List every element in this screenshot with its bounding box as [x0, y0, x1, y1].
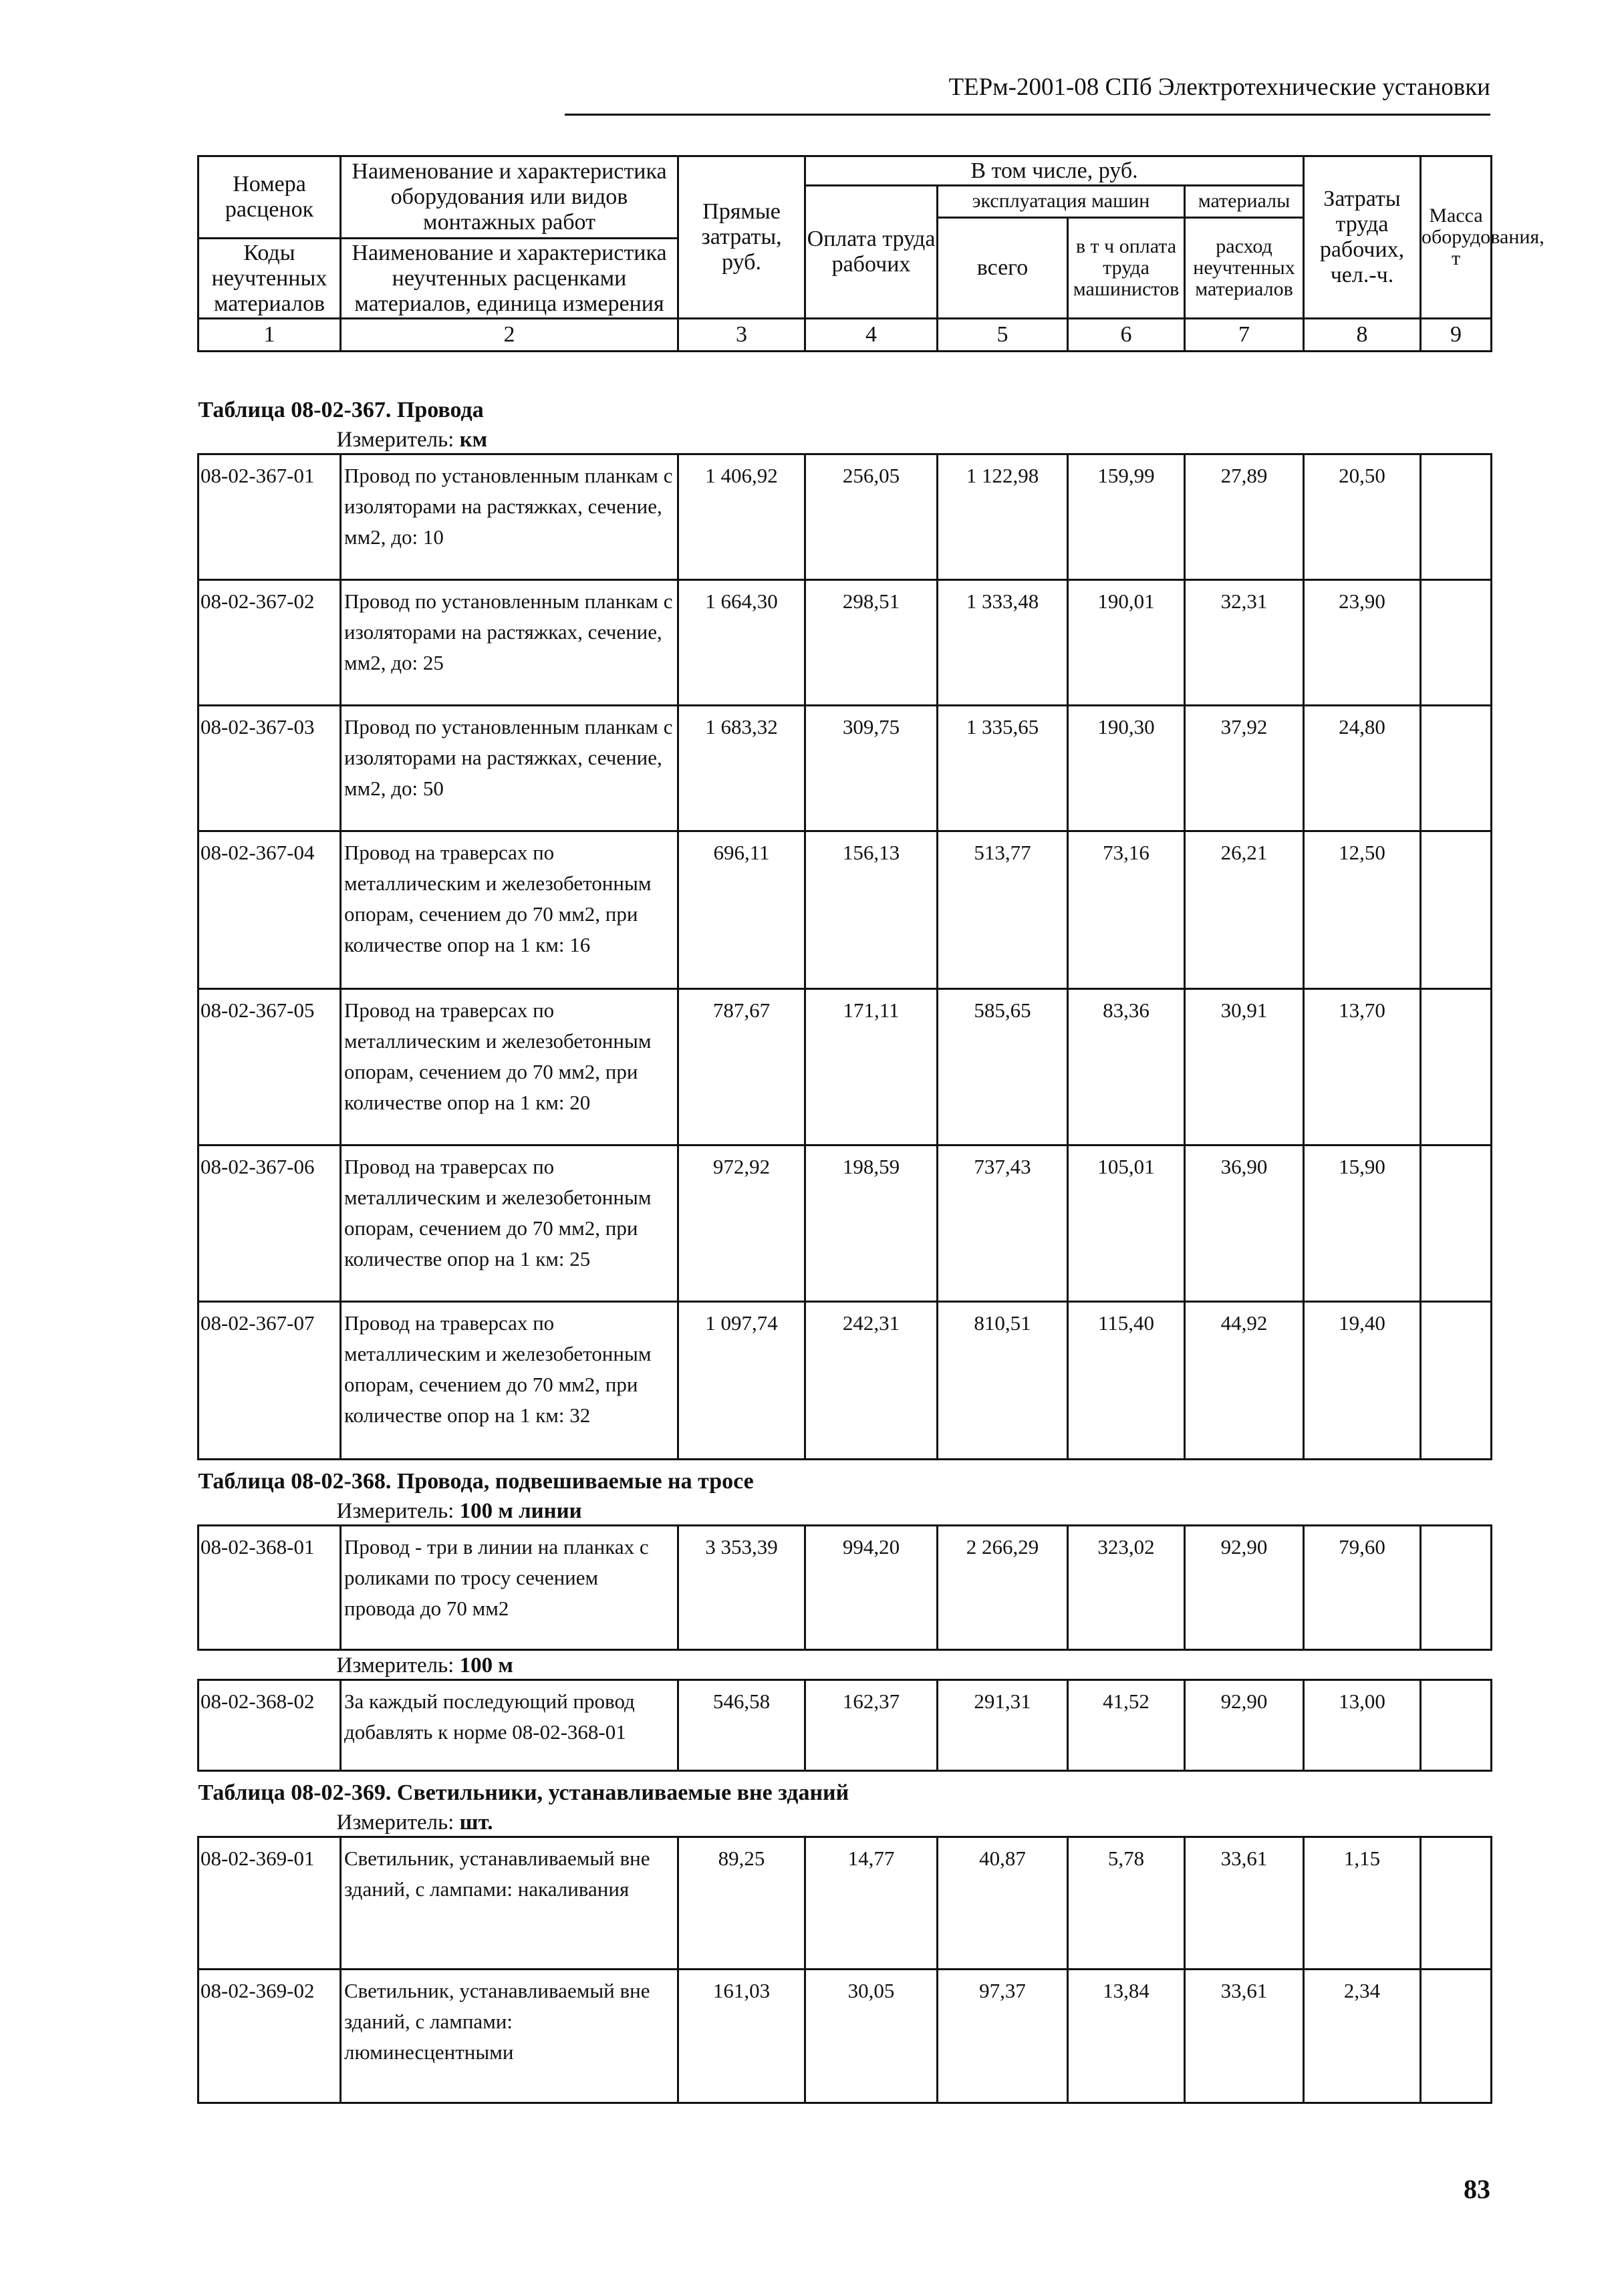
cell-direct-costs: 696,11 [678, 831, 805, 989]
rate-code: 08-02-367-01 [198, 454, 341, 580]
header-codes: Номера расценок [198, 156, 341, 239]
cell-direct-costs: 1 683,32 [678, 706, 805, 831]
rate-code: 08-02-368-01 [198, 1526, 341, 1650]
cell-labor-pay: 198,59 [805, 1146, 938, 1302]
unit-of-measure [198, 1496, 1492, 1526]
work-description: Светильник, устанавливаемый вне зданий, с лампами: люминесцентными [341, 1970, 678, 2103]
header-mass: Масса оборудования, т [1421, 156, 1492, 319]
cell-direct-costs: 161,03 [678, 1970, 805, 2103]
rate-code: 08-02-369-01 [198, 1837, 341, 1970]
cell-labor-hours: 13,70 [1304, 989, 1421, 1146]
cell-machinist-pay: 115,40 [1068, 1302, 1185, 1460]
cell-machinist-pay: 190,01 [1068, 580, 1185, 706]
table-title [198, 389, 1492, 425]
unit-value: шт. [459, 1810, 493, 1835]
cell-mass [1421, 1146, 1492, 1302]
table-row [198, 706, 1492, 831]
cell-materials: 30,91 [1185, 989, 1304, 1146]
unit-of-measure [198, 425, 1492, 454]
cell-labor-hours: 19,40 [1304, 1302, 1421, 1460]
table-row [198, 1302, 1492, 1460]
table-title-text: Таблица 08-02-369. Светильники, устанавливаемые вне зданий [198, 1780, 849, 1805]
cell-mass [1421, 1302, 1492, 1460]
cell-machines-total: 2 266,29 [938, 1526, 1068, 1650]
cell-mass [1421, 1837, 1492, 1970]
cell-machines-total: 40,87 [938, 1837, 1068, 1970]
cell-machines-total: 513,77 [938, 831, 1068, 989]
rate-code: 08-02-367-02 [198, 580, 341, 706]
cell-materials: 37,92 [1185, 706, 1304, 831]
work-description: Провод на траверсах по металлическим и железобетонным опорам, сечением до 70 мм2, при количестве опор на 1 км: 32 [341, 1302, 678, 1460]
rate-code: 08-02-369-02 [198, 1970, 341, 2103]
cell-machinist-pay: 159,99 [1068, 454, 1185, 580]
cell-labor-hours: 24,80 [1304, 706, 1421, 831]
work-description: Провод на траверсах по металлическим и железобетонным опорам, сечением до 70 мм2, при количестве опор на 1 км: 16 [341, 831, 678, 989]
work-description: Провод по установленным планкам с изоляторами на растяжках, сечение, мм2, до: 10 [341, 454, 678, 580]
cell-materials: 33,61 [1185, 1837, 1304, 1970]
cell-mass [1421, 706, 1492, 831]
cell-labor-hours: 79,60 [1304, 1526, 1421, 1650]
cell-labor-pay: 309,75 [805, 706, 938, 831]
cell-labor-hours: 1,15 [1304, 1837, 1421, 1970]
unit-label: Измеритель: [336, 1653, 454, 1677]
work-description: Провод на траверсах по металлическим и железобетонным опорам, сечением до 70 мм2, при количестве опор на 1 км: 20 [341, 989, 678, 1146]
cell-labor-pay: 242,31 [805, 1302, 938, 1460]
cell-materials: 32,31 [1185, 580, 1304, 706]
unit-value: км [459, 428, 488, 452]
cell-labor-hours: 20,50 [1304, 454, 1421, 580]
cell-labor-pay: 162,37 [805, 1680, 938, 1771]
table-row [198, 454, 1492, 580]
cell-machinist-pay: 190,30 [1068, 706, 1185, 831]
unit-value: 100 м линии [459, 1499, 582, 1523]
work-description: За каждый последующий провод добавлять к норме 08-02-368-01 [341, 1680, 678, 1771]
cell-materials: 36,90 [1185, 1146, 1304, 1302]
cell-materials: 44,92 [1185, 1302, 1304, 1460]
cell-materials: 92,90 [1185, 1526, 1304, 1650]
cell-direct-costs: 3 353,39 [678, 1526, 805, 1650]
cell-mass [1421, 1970, 1492, 2103]
rate-code: 08-02-367-07 [198, 1302, 341, 1460]
header-name: Наименование и характеристика оборудования или видов монтажных работ [341, 156, 678, 239]
cell-machines-total: 1 335,65 [938, 706, 1068, 831]
cell-labor-pay: 30,05 [805, 1970, 938, 2103]
work-description: Провод - три в линии на планках с роликами по тросу сечением провода до 70 мм2 [341, 1526, 678, 1650]
work-description: Провод по установленным планкам с изоляторами на растяжках, сечение, мм2, до: 50 [341, 706, 678, 831]
cell-mass [1421, 831, 1492, 989]
header-unaccounted-materials: расход неучтенных материалов [1185, 217, 1304, 319]
table-row [198, 989, 1492, 1146]
cell-labor-pay: 256,05 [805, 454, 938, 580]
cell-machines-total: 291,31 [938, 1680, 1068, 1771]
cell-labor-pay: 156,13 [805, 831, 938, 989]
header-including: В том числе, руб. [805, 156, 1304, 186]
work-description: Провод по установленным планкам с изоляторами на растяжках, сечение, мм2, до: 25 [341, 580, 678, 706]
cell-mass [1421, 454, 1492, 580]
cell-machines-total: 1 122,98 [938, 454, 1068, 580]
cell-machines-total: 737,43 [938, 1146, 1068, 1302]
cell-direct-costs: 787,67 [678, 989, 805, 1146]
unit-label: Измеритель: [336, 428, 454, 452]
cell-mass [1421, 989, 1492, 1146]
table-title-text: Таблица 08-02-367. Провода [198, 398, 484, 422]
table-row [198, 1680, 1492, 1771]
rate-code: 08-02-367-06 [198, 1146, 341, 1302]
cell-mass [1421, 1526, 1492, 1650]
cell-machines-total: 810,51 [938, 1302, 1068, 1460]
header-materials: материалы [1185, 186, 1304, 218]
header-machines: эксплуатация машин [938, 186, 1185, 218]
column-header-table [197, 155, 1544, 352]
header-machinist-pay: в т ч оплата труда машинистов [1068, 217, 1185, 319]
cell-direct-costs: 1 406,92 [678, 454, 805, 580]
table-row [198, 1970, 1492, 2103]
header-rule [565, 114, 1490, 116]
header-labor-hours: Затраты труда рабочих, чел.-ч. [1304, 156, 1421, 319]
table-row [198, 831, 1492, 989]
table-title [198, 1771, 1492, 1808]
cell-machinist-pay: 105,01 [1068, 1146, 1185, 1302]
header-labor-pay: Оплата труда рабочих [805, 186, 938, 319]
unit-label: Измеритель: [336, 1499, 454, 1523]
cell-labor-pay: 171,11 [805, 989, 938, 1146]
table-title-text: Таблица 08-02-368. Провода, подвешиваемые на тросе [198, 1469, 754, 1494]
cell-machinist-pay: 73,16 [1068, 831, 1185, 989]
header-material-name: Наименование и характеристика неучтенных расценками материалов, единица измерения [341, 239, 678, 319]
cell-labor-hours: 23,90 [1304, 580, 1421, 706]
cell-direct-costs: 1 664,30 [678, 580, 805, 706]
cell-materials: 92,90 [1185, 1680, 1304, 1771]
unit-of-measure [198, 1650, 1492, 1680]
cell-labor-hours: 2,34 [1304, 1970, 1421, 2103]
rate-code: 08-02-367-05 [198, 989, 341, 1146]
page-number: 83 [1464, 2174, 1490, 2204]
cell-direct-costs: 1 097,74 [678, 1302, 805, 1460]
cell-direct-costs: 89,25 [678, 1837, 805, 1970]
table-row [198, 1526, 1492, 1650]
cell-machinist-pay: 5,78 [1068, 1837, 1185, 1970]
cell-machines-total: 585,65 [938, 989, 1068, 1146]
cell-machinist-pay: 83,36 [1068, 989, 1185, 1146]
cell-direct-costs: 546,58 [678, 1680, 805, 1771]
unit-label: Измеритель: [336, 1810, 454, 1835]
rate-code: 08-02-367-04 [198, 831, 341, 989]
work-description: Провод на траверсах по металлическим и железобетонным опорам, сечением до 70 мм2, при количестве опор на 1 км: 25 [341, 1146, 678, 1302]
table-row [198, 580, 1492, 706]
cell-labor-pay: 298,51 [805, 580, 938, 706]
header-material-codes: Коды неучтенных материалов [198, 239, 341, 319]
cell-materials: 27,89 [1185, 454, 1304, 580]
header-number-row: 1 2 3 4 5 6 7 8 9 [198, 319, 1492, 352]
cell-machines-total: 1 333,48 [938, 580, 1068, 706]
cell-machinist-pay: 41,52 [1068, 1680, 1185, 1771]
unit-of-measure [198, 1808, 1492, 1837]
cell-machines-total: 97,37 [938, 1970, 1068, 2103]
rates-table [197, 389, 1492, 2104]
rate-code: 08-02-367-03 [198, 706, 341, 831]
cell-labor-hours: 12,50 [1304, 831, 1421, 989]
cell-machinist-pay: 323,02 [1068, 1526, 1185, 1650]
cell-labor-hours: 15,90 [1304, 1146, 1421, 1302]
cell-machinist-pay: 13,84 [1068, 1970, 1185, 2103]
table-row [198, 1837, 1492, 1970]
cell-labor-hours: 13,00 [1304, 1680, 1421, 1771]
cell-mass [1421, 1680, 1492, 1771]
table-row [198, 1146, 1492, 1302]
cell-mass [1421, 580, 1492, 706]
cell-labor-pay: 994,20 [805, 1526, 938, 1650]
table-title [198, 1460, 1492, 1497]
cell-direct-costs: 972,92 [678, 1146, 805, 1302]
rate-code: 08-02-368-02 [198, 1680, 341, 1771]
cell-labor-pay: 14,77 [805, 1837, 938, 1970]
cell-materials: 33,61 [1185, 1970, 1304, 2103]
cell-materials: 26,21 [1185, 831, 1304, 989]
header-machines-total: всего [938, 217, 1068, 319]
unit-value: 100 м [459, 1653, 513, 1677]
work-description: Светильник, устанавливаемый вне зданий, с лампами: накаливания [341, 1837, 678, 1970]
header-direct-costs: Прямые затраты, руб. [678, 156, 805, 319]
running-head: ТЕРм-2001-08 СПб Электротехнические установки [948, 74, 1490, 101]
